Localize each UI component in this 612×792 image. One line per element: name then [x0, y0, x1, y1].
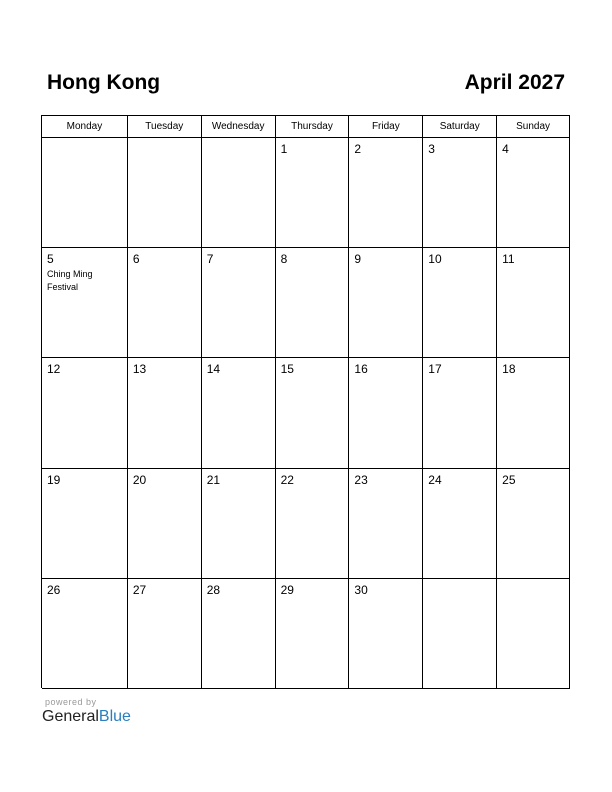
day-cell[interactable]: [202, 469, 276, 579]
brand-blue: Blue: [98, 708, 131, 725]
day-cell[interactable]: [497, 469, 570, 579]
week-row: [42, 358, 570, 469]
day-cell[interactable]: [128, 579, 202, 689]
calendar-grid: [41, 115, 570, 688]
brand-general: General: [42, 708, 99, 725]
day-cell[interactable]: [276, 138, 350, 248]
day-cell[interactable]: [349, 358, 423, 469]
weekday-header-wednesday: Wednesday: [202, 116, 276, 138]
week-row: [42, 138, 570, 248]
weekday-header-sunday: Sunday: [497, 116, 570, 138]
day-cell[interactable]: [202, 579, 276, 689]
weekday-header-friday: Friday: [349, 116, 423, 138]
day-cell[interactable]: [423, 248, 497, 358]
day-number: 10: [428, 252, 442, 266]
powered-by-text: powered by: [45, 697, 97, 707]
day-number: 8: [280, 252, 288, 266]
day-cell[interactable]: [349, 138, 423, 248]
day-cell[interactable]: [276, 358, 350, 469]
day-number: 1: [280, 142, 288, 156]
day-number: 20: [132, 473, 147, 487]
day-number: 11: [502, 252, 515, 266]
generalblue-logo[interactable]: [42, 708, 131, 726]
month-year-title: April 2027: [464, 71, 565, 94]
region-title: Hong Kong: [47, 71, 161, 94]
day-cell[interactable]: [423, 469, 497, 579]
day-cell: [497, 579, 570, 689]
week-row: [42, 579, 570, 689]
week-row: [42, 469, 570, 579]
day-cell[interactable]: [128, 248, 202, 358]
day-number: 12: [47, 362, 61, 376]
week-row: [42, 248, 570, 358]
holiday-label: Ching Ming Festival: [47, 269, 93, 292]
day-cell[interactable]: [349, 248, 423, 358]
day-cell[interactable]: [42, 579, 128, 689]
day-cell[interactable]: [42, 358, 128, 469]
day-number: 29: [280, 583, 294, 597]
day-number: 22: [280, 473, 294, 487]
day-number: 17: [428, 362, 442, 376]
day-cell[interactable]: [276, 248, 350, 358]
day-number: 19: [47, 473, 61, 487]
day-cell[interactable]: [128, 358, 202, 469]
day-number: 21: [206, 473, 221, 487]
day-number: 24: [428, 473, 442, 487]
day-number: 6: [132, 252, 140, 266]
day-number: 3: [428, 142, 435, 156]
day-cell[interactable]: [202, 358, 276, 469]
weekday-header-monday: Monday: [42, 116, 128, 138]
calendar-weeks: [42, 138, 570, 689]
day-number: 5: [47, 252, 54, 266]
day-number: 7: [206, 252, 214, 266]
weekday-header-saturday: Saturday: [423, 116, 497, 138]
day-number: 2: [354, 142, 362, 156]
day-cell: [202, 138, 276, 248]
day-number: 9: [354, 252, 362, 266]
weekday-header-tuesday: Tuesday: [128, 116, 202, 138]
day-cell[interactable]: [349, 579, 423, 689]
day-cell[interactable]: [349, 469, 423, 579]
day-cell: [128, 138, 202, 248]
day-number: 4: [502, 142, 509, 156]
day-cell[interactable]: [497, 358, 570, 469]
day-number: 30: [354, 583, 368, 597]
day-number: 23: [354, 473, 368, 487]
weekday-header-thursday: Thursday: [276, 116, 350, 138]
day-number: 16: [354, 362, 368, 376]
day-cell[interactable]: [42, 469, 128, 579]
day-number: 27: [132, 583, 147, 597]
day-number: 26: [47, 583, 61, 597]
day-cell[interactable]: [42, 248, 128, 358]
day-number: 14: [206, 362, 221, 376]
day-number: 25: [502, 473, 516, 487]
day-cell[interactable]: [497, 138, 570, 248]
day-number: 15: [280, 362, 294, 376]
day-number: 18: [502, 362, 516, 376]
day-cell[interactable]: [276, 579, 350, 689]
day-cell: [42, 138, 128, 248]
day-number: 28: [206, 583, 221, 597]
day-number: 13: [132, 362, 147, 376]
day-cell[interactable]: [423, 138, 497, 248]
day-cell[interactable]: [423, 358, 497, 469]
day-cell[interactable]: [128, 469, 202, 579]
day-cell[interactable]: [497, 248, 570, 358]
weekday-header-row: [42, 116, 570, 138]
day-cell[interactable]: [202, 248, 276, 358]
day-cell[interactable]: [276, 469, 350, 579]
day-cell: [423, 579, 497, 689]
